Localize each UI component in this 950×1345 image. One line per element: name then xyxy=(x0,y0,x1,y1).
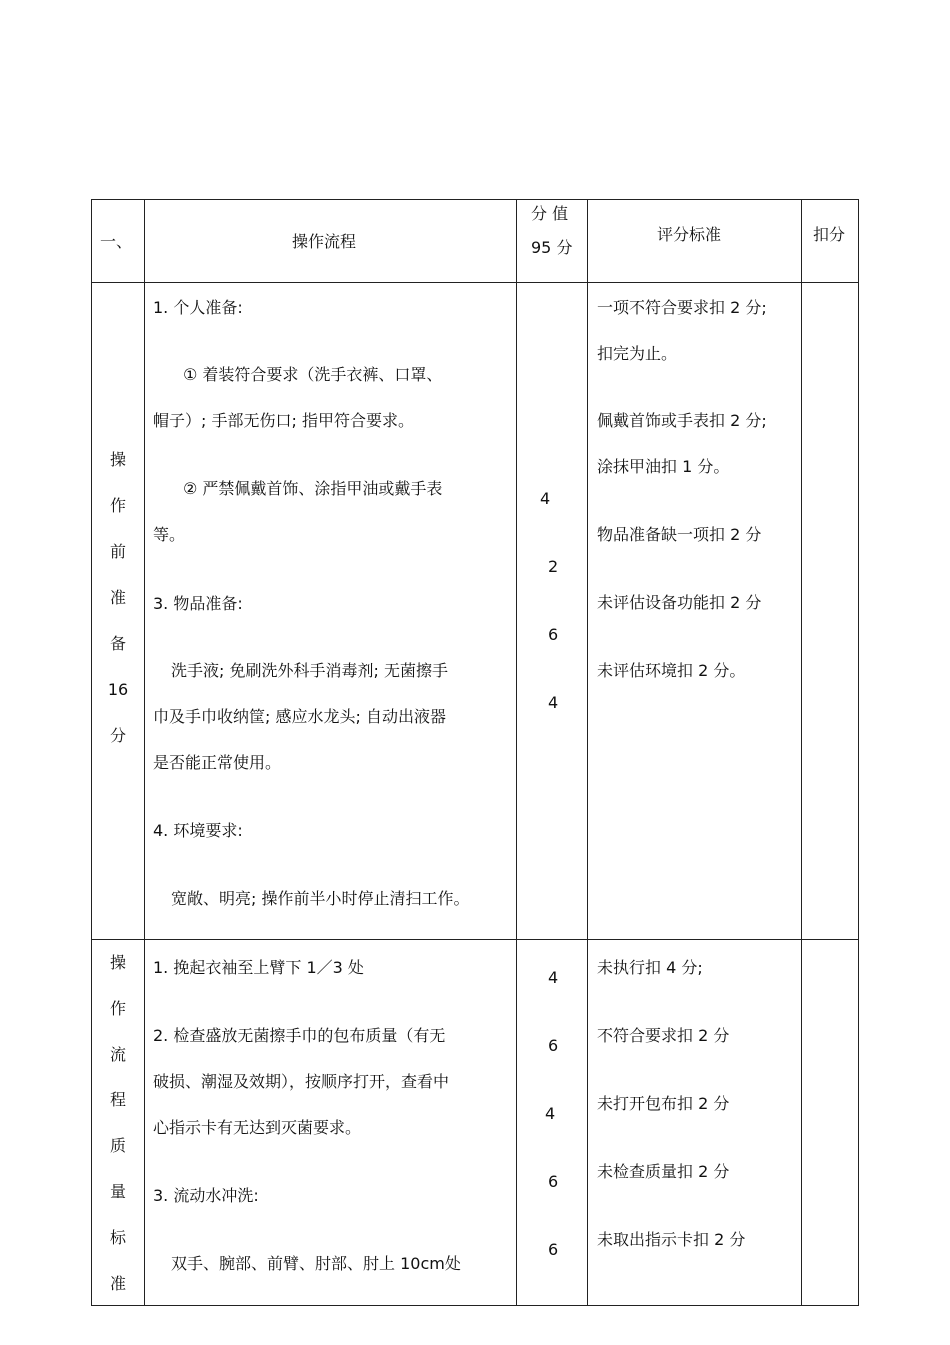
step-text: 等。 xyxy=(153,525,186,544)
criteria-text: 涂抹甲油扣 1 分。 xyxy=(597,457,730,476)
category-char: 准 xyxy=(109,588,126,607)
criteria-text: 佩戴首饰或手表扣 2 分; xyxy=(597,411,767,430)
step-text: 3. 流动水冲洗: xyxy=(153,1186,259,1205)
category-char: 程 xyxy=(109,1090,126,1109)
criteria-text: 未执行扣 4 分; xyxy=(597,958,703,977)
criteria-text: 一项不符合要求扣 2 分; xyxy=(597,298,767,317)
header-divider xyxy=(91,282,859,283)
score-value: 6 xyxy=(548,1240,559,1259)
table-border-top xyxy=(91,199,859,200)
header-score-label: 分 值 xyxy=(531,204,569,223)
category-char: 前 xyxy=(109,542,126,561)
table-border-bottom xyxy=(91,1305,859,1306)
step-text: 宽敞、明亮; 操作前半小时停止清扫工作。 xyxy=(171,889,470,908)
criteria-text: 扣完为止。 xyxy=(597,344,678,363)
header-deduction: 扣分 xyxy=(813,225,846,244)
step-text: 1. 挽起衣袖至上臂下 1／3 处 xyxy=(153,958,364,977)
col-divider-1 xyxy=(144,199,145,1306)
score-value: 6 xyxy=(548,625,559,644)
criteria-text: 不符合要求扣 2 分 xyxy=(597,1026,730,1045)
step-text: ② 严禁佩戴首饰、涂指甲油或戴手表 xyxy=(183,479,443,498)
criteria-text: 未检查质量扣 2 分 xyxy=(597,1162,730,1181)
category-char: 质 xyxy=(109,1136,126,1155)
score-value: 6 xyxy=(548,1172,559,1191)
score-value: 4 xyxy=(545,1104,556,1123)
category-char: 操 xyxy=(109,450,126,469)
score-value: 6 xyxy=(548,1036,559,1055)
category-char: 操 xyxy=(109,953,126,972)
step-text: 帽子）; 手部无伤口; 指甲符合要求。 xyxy=(153,411,414,430)
category-char: 准 xyxy=(109,1274,126,1293)
step-text: 破损、潮湿及效期），按顺序打开，查看中 xyxy=(153,1072,450,1091)
header-criteria: 评分标准 xyxy=(657,225,722,244)
criteria-text: 未评估环境扣 2 分。 xyxy=(597,661,746,680)
score-value: 4 xyxy=(548,968,559,987)
step-text: 1. 个人准备: xyxy=(153,298,243,317)
step-text: ① 着装符合要求（洗手衣裤、口罩、 xyxy=(183,365,443,384)
section-divider xyxy=(91,939,859,940)
step-text: 心指示卡有无达到灭菌要求。 xyxy=(153,1118,362,1137)
score-value: 4 xyxy=(548,693,559,712)
step-text: 巾及手巾收纳筐; 感应水龙头; 自动出液器 xyxy=(153,707,446,726)
category-char: 量 xyxy=(109,1182,126,1201)
criteria-text: 未评估设备功能扣 2 分 xyxy=(597,593,762,612)
col-divider-2 xyxy=(516,199,517,1306)
header-score-total: 95 分 xyxy=(531,238,573,257)
step-text: 洗手液; 免刷洗外科手消毒剂; 无菌擦手 xyxy=(171,661,448,680)
criteria-text: 未打开包布扣 2 分 xyxy=(597,1094,730,1113)
table-border-right xyxy=(858,199,859,1306)
category-char: 16 xyxy=(107,680,129,699)
step-text: 3. 物品准备: xyxy=(153,594,243,613)
score-value: 4 xyxy=(540,489,551,508)
col-divider-3 xyxy=(587,199,588,1306)
step-text: 2. 检查盛放无菌擦手巾的包布质量（有无 xyxy=(153,1026,446,1045)
header-procedure: 操作流程 xyxy=(292,232,357,251)
step-text: 双手、腕部、前臂、肘部、肘上 10cm处 xyxy=(171,1254,461,1273)
header-section-number: 一、 xyxy=(100,232,133,251)
category-char: 流 xyxy=(109,1045,126,1064)
category-char: 备 xyxy=(109,634,126,653)
step-text: 是否能正常使用。 xyxy=(153,753,282,772)
category-char: 分 xyxy=(109,726,126,745)
col-divider-4 xyxy=(801,199,802,1306)
category-char: 作 xyxy=(109,999,126,1018)
category-char: 作 xyxy=(109,496,126,515)
criteria-text: 物品准备缺一项扣 2 分 xyxy=(597,525,762,544)
score-value: 2 xyxy=(548,557,559,576)
step-text: 4. 环境要求: xyxy=(153,821,243,840)
criteria-text: 未取出指示卡扣 2 分 xyxy=(597,1230,746,1249)
category-char: 标 xyxy=(109,1228,126,1247)
